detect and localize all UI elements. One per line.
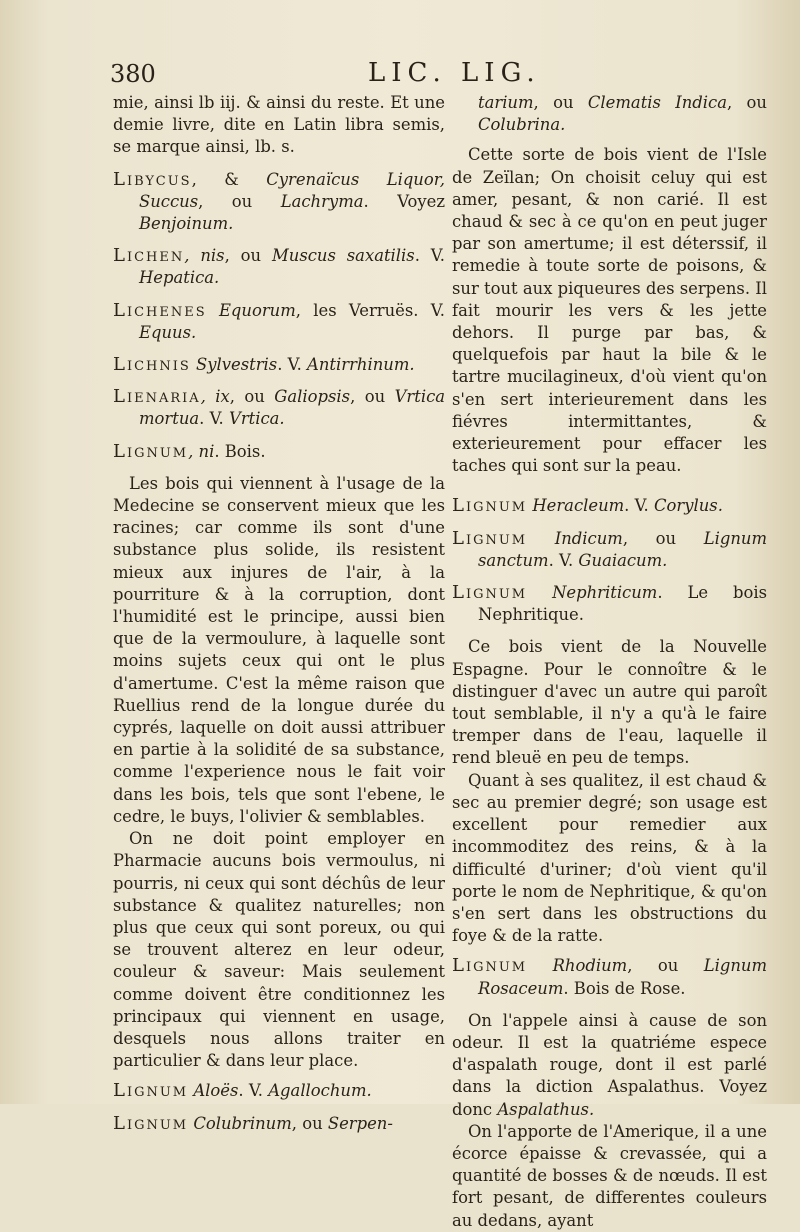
entry-ref-term: Corylus.	[653, 496, 723, 516]
entry-ref-term: Benjoinum.	[139, 214, 234, 234]
entry-term: Indicum	[554, 528, 623, 548]
paragraph: On ne doit point employer en Pharmacie aucuns bois vermoulus, ni pourris, ni ceux qui sont déchûs de leur substance & qualitez naturelles; non plus que ceux qui sont poreux, ou qui se trouvent alterez en leur odeur, couleur & saveur: Mais seulement comme doivent être conditionnez les principaux qui viennent en usage, desquels nous allons traiter en particulier & dans leur place.	[113, 829, 445, 1071]
entry-ref-term: Guaiacum.	[578, 550, 668, 570]
entry-term: Heracleum	[532, 496, 625, 516]
page-header	[110, 58, 770, 92]
entry-sep: , ou	[291, 1113, 328, 1133]
entry-ref: . Voyez	[363, 191, 445, 211]
entry-rest: . Le bois Nephritique.	[478, 583, 767, 625]
entry-head: Lichnis	[113, 354, 191, 376]
entry-ref: . V.	[238, 1081, 269, 1101]
entry-head: Lignum	[452, 527, 528, 549]
entry-term: Equorum	[218, 300, 296, 320]
entry-lignum-aloes	[113, 1080, 445, 1102]
entry-term: Galiopsis	[274, 387, 351, 407]
entry-ref: . V.	[548, 550, 579, 570]
page-number: 380	[110, 60, 156, 88]
entry-sep: , ou	[533, 93, 588, 112]
entry-head: Lichenes	[113, 299, 207, 321]
entry-rest: . Bois.	[214, 441, 266, 461]
right-column	[452, 92, 767, 1232]
entry-term: Colubrina.	[478, 115, 566, 135]
entry-sep: , ou	[198, 191, 281, 211]
entry-sep: , &	[191, 169, 267, 189]
entry-head: Libycus	[113, 168, 192, 190]
entry-sep: , ou	[229, 387, 275, 407]
entry-libycus	[113, 169, 445, 236]
entry-head: Lignum	[452, 955, 528, 977]
paragraph	[452, 1010, 767, 1121]
entry-ref-term: Antirrhinum.	[307, 355, 415, 375]
entry-suffix: , ni	[188, 441, 215, 461]
entry-term: Colubrinum	[193, 1113, 292, 1133]
entry-head: Lichen	[113, 245, 185, 267]
entry-term: tarium	[478, 93, 534, 112]
entry-suffix: , ix	[200, 387, 230, 407]
entry-term: Lignum Rosaceum	[478, 956, 767, 998]
entry-lichnis	[113, 354, 445, 376]
entry-continuation	[452, 92, 767, 136]
entry-sep: , ou	[727, 93, 767, 112]
entry-head: Lignum	[113, 1080, 189, 1102]
entry-lignum-nephriticum	[452, 582, 767, 626]
entry-term: Nephriticum	[552, 583, 658, 603]
entry-head: Lienaria	[113, 386, 201, 408]
entry-term: Aloës	[193, 1081, 239, 1101]
paragraph: On l'apporte de l'Amerique, il a une écorce épaisse & crevassée, qui a quantité de bosses & de nœuds. Il est fort pesant, de differentes couleurs au dedans, ayant	[452, 1121, 767, 1230]
entry-lignum-heracleum	[452, 495, 767, 517]
entry-ref-term: Hepatica.	[139, 268, 220, 288]
entry-ref-term: Agallochum.	[268, 1081, 372, 1101]
spacer	[452, 477, 767, 495]
entry-ref-term: Vrtica.	[228, 409, 285, 429]
entry-ref: . V.	[277, 355, 308, 375]
entry-term: Serpen-	[327, 1113, 393, 1133]
paragraph: Ce bois vient de la Nouvelle Espagne. Pour le connoître & le distinguer d'avec un autre qui paroît tout semblable, il n'y a qu'à le faire tremper dans de l'eau, laquelle il rend bleuë en peu de temps.	[452, 637, 767, 768]
paragraph: Quant à ses qualitez, il est chaud & sec au premier degré; son usage est excellent pour remedier aux incommoditez des reins, & à la difficulté d'uriner; d'où vient qu'il porte le nom de Nephritique, & qu'on s'en sert dans les obstructions du foye & de la ratte.	[452, 770, 767, 946]
paragraph: Cette sorte de bois vient de l'Isle de Zeïlan; On choisit celuy qui est amer, pesant, & non carié. Il est chaud & sec à ce qu'on en peut juger par son amertume; il est déterssif, il remedie à toute sorte de poisons, & sur tout aux piqueures des serpens. Il fait mourir les vers & les jette dehors. Il purge par bas, & quelquefois par haut la bile & le tartre mucilagineux, d'où vient qu'on s'en sert interieurement dans les fiévres intermittantes, & exterieurement pour effacer les taches qui sont sur la peau.	[452, 145, 767, 476]
entry-lichenes	[113, 300, 445, 344]
running-head: LIC. LIG.	[368, 58, 541, 88]
entry-lignum-indicum	[452, 528, 767, 572]
entry-lichen	[113, 245, 445, 289]
entry-head: Lignum	[113, 1112, 189, 1134]
entry-sep: , ou	[622, 528, 704, 548]
entry-sep: , ou	[224, 246, 272, 266]
entry-ref: . V.	[624, 496, 654, 516]
entry-lienaria	[113, 386, 445, 430]
paragraph: Les bois qui viennent à l'usage de la Medecine se conservent mieux que les racines; car comme ils sont d'une substance plus solide, ils resistent mieux aux injures de l'air, à la pourriture & à la corruption, dont l'humidité est le principe, aussi bien que de la vermoulure, à laquelle sont moins sujets ceux qui ont le plus d'amertume. C'est la même raison que Ruellius rend de la longue durée du cyprés, laquelle on doit aussi attribuer en partie à la solidité de sa substance, comme l'experience nous le fait voir dans les bois, tels que sont l'ebene, le cedre, le buys, l'olivier & semblables.	[113, 473, 445, 826]
entry-term: Cyrenaïcus Liquor, Succus	[139, 169, 445, 211]
entry-ref: . V.	[199, 409, 229, 429]
entry-term: Sylvestris	[196, 355, 278, 375]
entry-suffix: , nis	[184, 246, 225, 266]
entry-head: Lignum	[113, 440, 189, 462]
entry-head: Lignum	[452, 582, 528, 604]
entry-lignum-colubrinum	[113, 1113, 445, 1135]
entry-rest: . Bois de Rose.	[563, 978, 686, 998]
spacer	[113, 1072, 445, 1080]
entry-ref-term: Equus.	[139, 322, 197, 342]
entry-term: Rhodium	[552, 956, 628, 976]
cross-reference: Aspalathus.	[497, 1099, 595, 1119]
paragraph-text: On l'appele ainsi à cause de son odeur. Il est la quatriéme espece d'aspalath rouge, dont il est parlé dans la diction Aspalathus. Voyez donc	[452, 1010, 767, 1119]
entry-head: Lignum	[452, 495, 528, 517]
entry-sep: , ou	[627, 956, 704, 976]
entry-term: Muscus saxatilis	[271, 246, 415, 266]
spacer	[452, 947, 767, 955]
entry-rest: , ou	[350, 387, 395, 407]
entry-term: Lignum sanctum	[478, 528, 767, 570]
entry-lignum-rhodium	[452, 955, 767, 999]
entry-ref: . V.	[414, 246, 445, 266]
entry-rest: , les Verruës. V.	[295, 300, 445, 320]
entry-term: Vrtica mortua	[139, 387, 446, 429]
entry-lignum	[113, 441, 445, 463]
left-column	[113, 92, 445, 1145]
entry-term: Lachryma	[280, 191, 364, 211]
entry-term: Clematis Indica	[587, 93, 727, 112]
intro-text: mie, ainsi lb iij. & ainsi du reste. Et une demie livre, dite en Latin libra semis, se marque ainsi, lb. s.	[113, 93, 445, 157]
